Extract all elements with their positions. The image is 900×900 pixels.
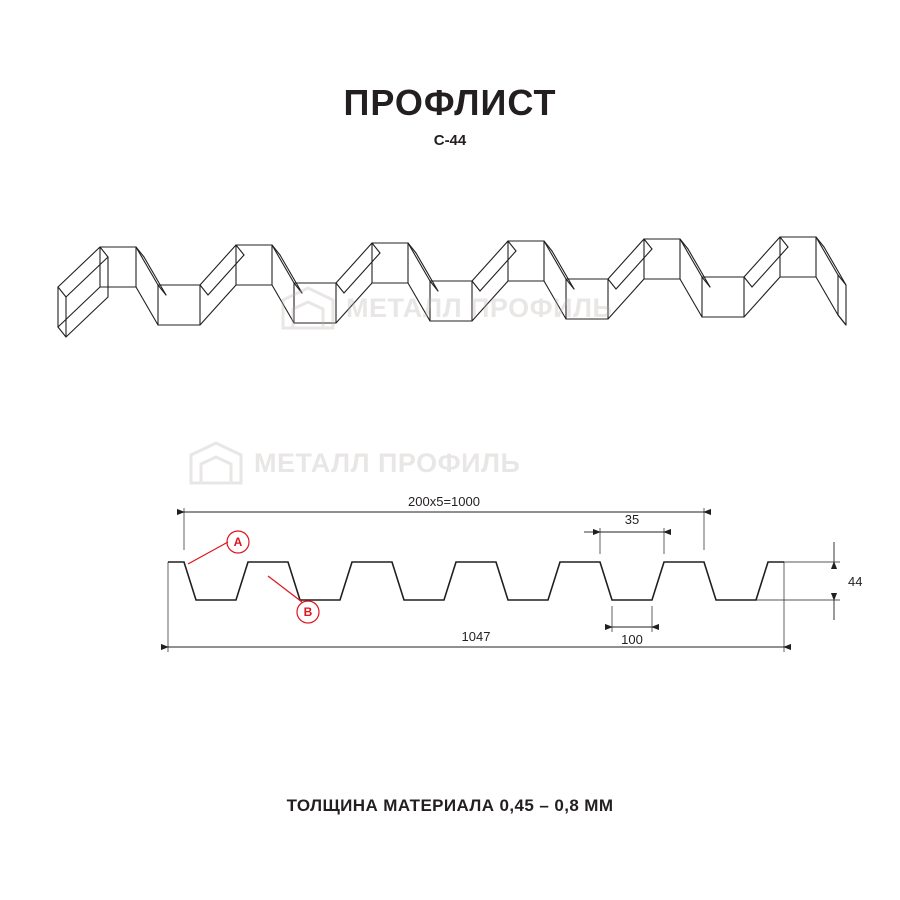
watermark-text: МЕТАЛЛ ПРОФИЛЬ bbox=[254, 447, 521, 478]
dimension-rib-top-width: 35 bbox=[624, 512, 640, 527]
watermark-text: МЕТАЛЛ ПРОФИЛЬ bbox=[346, 292, 613, 323]
corrugated-sheet-cross-section bbox=[140, 480, 863, 680]
dimension-overall-width: 1047 bbox=[461, 629, 491, 644]
dimension-height: 44 bbox=[848, 574, 863, 589]
callout-label-b: B bbox=[303, 605, 313, 619]
dimension-pitch-total: 200х5=1000 bbox=[408, 494, 480, 509]
corrugated-sheet-3d-view bbox=[40, 225, 860, 400]
dimension-rib-pitch: 100 bbox=[621, 632, 643, 647]
page-title: ПРОФЛИСТ bbox=[343, 82, 557, 123]
callout-label-a: A bbox=[233, 535, 243, 549]
product-model-label: С-44 bbox=[433, 132, 467, 149]
material-thickness-note: ТОЛЩИНА МАТЕРИАЛА 0,45 – 0,8 ММ bbox=[286, 796, 614, 815]
